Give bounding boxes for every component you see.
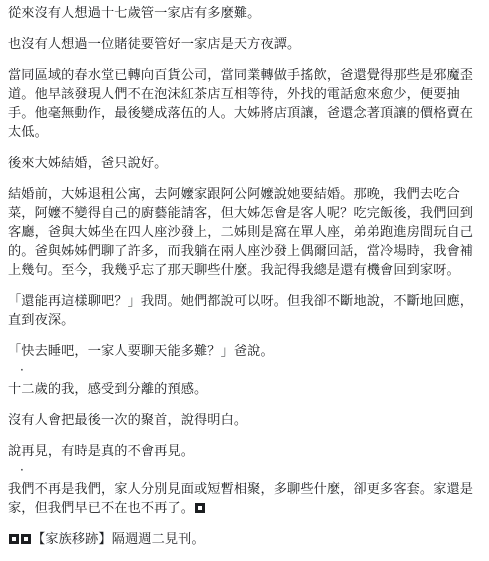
paragraph-1: 從來沒有人想過十七歲管一家店有多麼難。 xyxy=(8,6,261,21)
square-emoji-icon xyxy=(9,534,19,544)
paragraph-9: 沒有人會把最後一次的聚首，說得明白。 xyxy=(8,413,248,428)
paragraph-11-text: 我們不再是我們，家人分別見面或短暫相聚，多聊些什麼，卻更多客套。家還是家，但我們早已不在也不再了。 xyxy=(8,482,474,516)
paragraph-10: 說再見，有時是真的不會再見。 xyxy=(8,444,195,459)
paragraph-4: 後來大姊結婚，爸只說好。 xyxy=(8,156,168,171)
footer-text: 【家族移跡】隔週週二見刊。 xyxy=(32,532,205,547)
paragraph-5: 結婚前，大姊退租公寓，去阿嬤家跟阿公阿嬤說她要結婚。那晚，我們去吃合菜，阿嬤不變得自己的廚藝能請客，但大姊怎會是客人呢？吃完飯後，我們回到客廳，爸與大姊坐在四人座沙發上，二姊則是窩在單人座，弟弟跑進房間玩自己的。爸與姊姊們聊了許多，而我躺在兩人座沙發上偶爾回話，當冷場時，我會補上幾句。至今，我幾乎忘了那天聊些什麼。我記得我總是還有機會回到家呀。 xyxy=(8,187,474,278)
separator-dot: · xyxy=(20,363,24,377)
paragraph-8: 十二歲的我，感受到分離的預感。 xyxy=(8,382,208,397)
paragraph-6: 「還能再這樣聊吧？」我問。她們都說可以呀。但我卻不斷地說，不斷地回應，直到夜深。 xyxy=(8,294,474,328)
square-emoji-icon xyxy=(195,503,205,513)
paragraph-7: 「快去睡吧，一家人要聊天能多難？」爸說。 xyxy=(8,344,274,359)
post-body xyxy=(8,4,484,561)
separator-dot: · xyxy=(20,463,24,477)
paragraph-11 xyxy=(8,480,484,518)
square-emoji-icon xyxy=(21,534,31,544)
paragraph-2: 也沒有人想過一位賭徒要管好一家店是天方夜譚。 xyxy=(8,37,301,52)
footer-line xyxy=(8,530,484,549)
paragraph-3: 當同區域的春水堂已轉向百貨公司，當同業轉做手搖飲，爸還覺得那些是邪魔歪道。他早該發現人們不在泡沫紅茶店互相等待，外找的電話愈來愈少，便要抽手。他毫無動作，最後變成落伍的人。大姊將店頂讓，爸還念著頂讓的價格賣在太低。 xyxy=(8,68,474,140)
